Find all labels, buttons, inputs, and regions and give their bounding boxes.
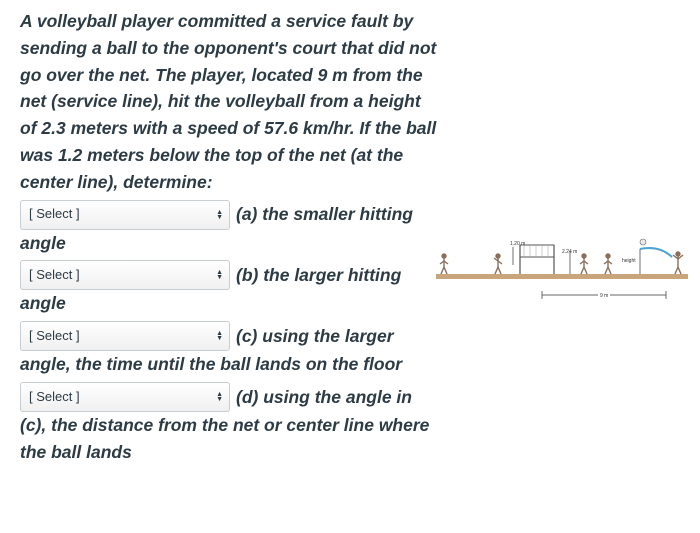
part-a-select-value: [ Select ]	[29, 206, 80, 222]
part-a-label: (a) the smaller hitting	[236, 204, 413, 225]
side-height-label: 2.24 m	[562, 249, 578, 255]
court-floor	[436, 274, 688, 279]
part-d-continuation: (c), the distance from the net or center line where the ball lands	[20, 414, 430, 462]
volleyball-court-figure	[434, 225, 690, 305]
part-a-continuation: angle	[20, 232, 66, 253]
updown-arrows-icon: ▲ ▼	[216, 390, 223, 403]
part-c-continuation: angle, the time until the ball lands on the floor	[20, 354, 403, 375]
player-icon	[604, 254, 612, 274]
player-icon	[580, 254, 588, 274]
part-c-select[interactable]	[20, 321, 230, 351]
part-c-label: (c) using the larger	[236, 325, 394, 346]
net-height-label: 1.20 m	[510, 241, 526, 247]
part-a-row	[20, 200, 440, 230]
ball-trajectory	[640, 248, 672, 257]
part-b-continuation: angle	[20, 293, 66, 314]
player-icon	[494, 254, 502, 274]
part-b-select-value: [ Select ]	[29, 266, 80, 282]
part-b-select[interactable]	[20, 260, 230, 290]
player-icon	[440, 254, 448, 274]
distance-label: 9 m	[600, 293, 609, 299]
server-player-icon	[673, 252, 683, 274]
part-d-select[interactable]	[20, 382, 230, 412]
updown-arrows-icon: ▲ ▼	[216, 208, 223, 221]
part-c-select-value: [ Select ]	[29, 327, 80, 343]
part-a-select[interactable]	[20, 200, 230, 230]
part-d-select-value: [ Select ]	[29, 388, 80, 404]
part-b-label: (b) the larger hitting	[236, 264, 402, 285]
part-c-row	[20, 321, 440, 351]
question-text-block	[20, 8, 440, 466]
height-label: height	[622, 258, 636, 264]
part-d-row	[20, 382, 440, 412]
updown-arrows-icon: ▲ ▼	[216, 269, 223, 282]
volleyball	[640, 239, 646, 245]
part-d-label: (d) using the angle in	[236, 386, 412, 407]
updown-arrows-icon: ▲ ▼	[216, 330, 223, 343]
part-b-row	[20, 260, 440, 290]
question-intro: A volleyball player committed a service fault by sending a ball to the opponent's court that did not go over the net. The player, located 9 m from the net (service line), hit the volleyball from a height of 2.3 meters with a speed of 57.6 km/hr. If the ball was 1.2 meters below the top of the net (at the center line), determine:	[20, 11, 437, 192]
